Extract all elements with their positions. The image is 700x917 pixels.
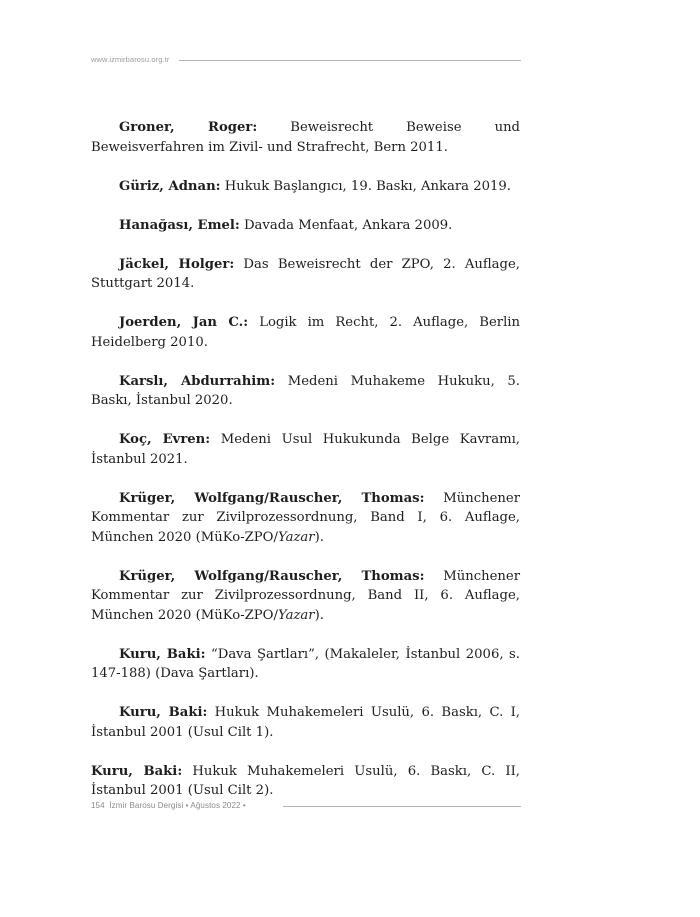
- bibliography: [91, 118, 520, 820]
- entry-abbrev-italic: Yazar: [277, 529, 315, 545]
- entry-work: Beweisrecht Beweise und Beweisverfahren im Zivil- und Strafrecht, Bern 2011.: [91, 120, 520, 155]
- entry-author: Hanağası, Emel:: [119, 217, 240, 233]
- bibliography-entry: [91, 372, 520, 411]
- footer-text: [91, 801, 246, 810]
- bibliography-entry: [91, 255, 520, 294]
- bibliography-entry: [91, 645, 520, 684]
- journal-name: İzmir Barosu Dergisi • Ağustos 2022 •: [109, 801, 246, 810]
- bibliography-entry: [91, 567, 520, 626]
- footer-rule: [283, 806, 521, 807]
- entry-author: Kuru, Baki:: [119, 646, 206, 662]
- bibliography-entry: [91, 313, 520, 352]
- entry-work: Das Beweisrecht der ZPO, 2. Auflage, Stuttgart 2014.: [91, 256, 520, 291]
- entry-author: Güriz, Adnan:: [119, 178, 221, 194]
- header-rule: [179, 60, 521, 61]
- entry-tail: ).: [314, 529, 324, 545]
- entry-author: Krüger, Wolfgang/Rauscher, Thomas:: [119, 490, 425, 506]
- page-number: 154: [91, 801, 105, 810]
- bibliography-entry: [91, 430, 520, 469]
- entry-author: Kuru, Baki:: [119, 705, 208, 720]
- bibliography-entry: [91, 216, 520, 236]
- entry-work: Davada Menfaat, Ankara 2009.: [239, 217, 453, 233]
- entry-work: Hukuk Muhakemeleri Usulü, 6. Baskı, C. I, İstanbul 2001 (Usul Cilt 1).: [91, 705, 521, 740]
- entry-work: Münchener Kommentar zur Zivilprozessordnung, Band II, 6. Auflage, München 2020 (MüKo-ZPO/: [91, 568, 521, 623]
- bibliography-entry: [91, 703, 520, 742]
- header-url[interactable]: www.izmirbarosu.org.tr: [91, 55, 170, 64]
- entry-author: Kuru, Baki:: [91, 763, 183, 779]
- bibliography-entry: [91, 762, 520, 801]
- entry-work: “Dava Şartları”, (Makaleler, İstanbul 2006, s. 147-188) (Dava Şartları).: [91, 646, 520, 681]
- entry-work: Medeni Usul Hukukunda Belge Kavramı, İstanbul 2021.: [91, 432, 520, 467]
- entry-abbrev-italic: Yazar: [277, 607, 315, 623]
- entry-work: Münchener Kommentar zur Zivilprozessordnung, Band I, 6. Auflage, München 2020 (MüKo-ZPO/: [91, 490, 521, 545]
- page-footer: [91, 800, 521, 814]
- entry-work: Hukuk Muhakemeleri Usulü, 6. Baskı, C. II, İstanbul 2001 (Usul Cilt 2).: [91, 763, 520, 798]
- entry-work: Medeni Muhakeme Hukuku, 5. Baskı, İstanbul 2020.: [91, 373, 521, 408]
- entry-author: Koç, Evren:: [119, 432, 211, 447]
- page-header: [91, 55, 521, 67]
- entry-author: Jäckel, Holger:: [119, 256, 235, 272]
- entry-author: Krüger, Wolfgang/Rauscher, Thomas:: [119, 568, 425, 584]
- entry-work: Hukuk Başlangıcı, 19. Baskı, Ankara 2019.: [220, 178, 511, 194]
- entry-author: Joerden, Jan C.:: [119, 315, 249, 330]
- bibliography-entry: [91, 489, 520, 548]
- bibliography-entry: [91, 177, 520, 197]
- entry-author: Karslı, Abdurrahim:: [119, 373, 276, 389]
- bibliography-entry: [91, 118, 520, 157]
- entry-work: Logik im Recht, 2. Auflage, Berlin Heidelberg 2010.: [91, 315, 521, 350]
- entry-tail: ).: [314, 607, 324, 623]
- entry-author: Groner, Roger:: [119, 120, 258, 135]
